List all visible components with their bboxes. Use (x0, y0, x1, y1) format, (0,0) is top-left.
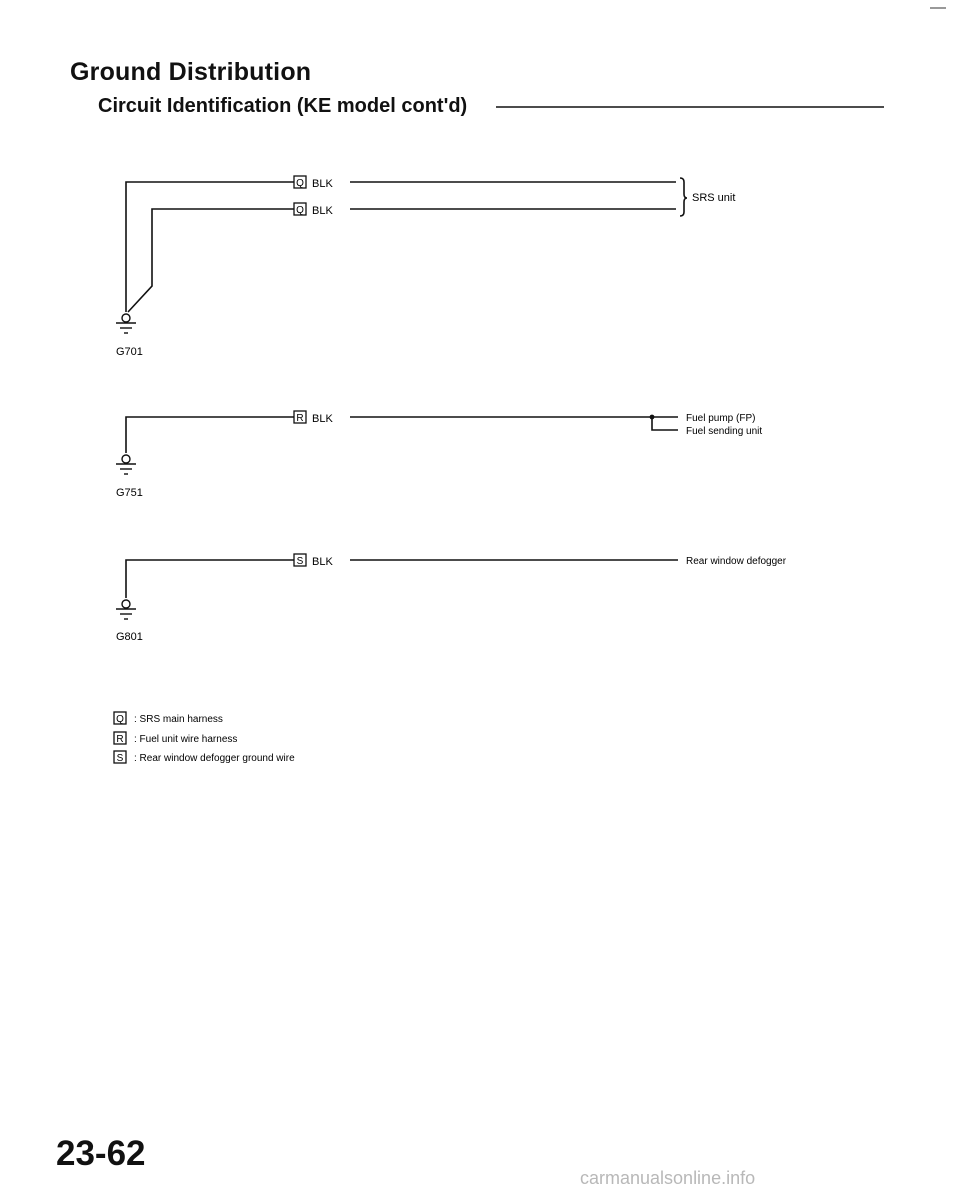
g701-wire-1-color: BLK (312, 178, 333, 190)
g801-connector-label: S (296, 556, 304, 567)
ground-icon (116, 455, 136, 474)
g801-wire-color: BLK (312, 556, 333, 568)
g701-connector-2-label: Q (296, 205, 304, 216)
watermark: carmanualsonline.info (580, 1168, 756, 1188)
ground-icon (116, 600, 136, 619)
legend-symbol: R (116, 734, 124, 745)
legend-text: : Fuel unit wire harness (134, 734, 238, 745)
fuel-sending-unit-label: Fuel sending unit (686, 426, 763, 437)
g751-connector-label: R (296, 413, 304, 424)
fuel-sending-lead (652, 417, 678, 430)
page-subtitle: Circuit Identification (KE model cont'd) (98, 95, 468, 117)
g701-wire-2 (128, 209, 294, 312)
g751-ground-label: G751 (116, 487, 143, 499)
legend-symbol: S (116, 753, 124, 764)
g801-ground-label: G801 (116, 631, 143, 643)
g801-connector (294, 554, 306, 567)
ground-icon (116, 314, 136, 333)
g751-wire (126, 417, 294, 453)
g701-connector-1 (294, 176, 306, 189)
legend-symbol: Q (116, 714, 124, 725)
circuit-g701 (126, 178, 687, 312)
g751-splice-icon (650, 415, 655, 420)
srs-unit-label: SRS unit (692, 192, 736, 204)
page-title: Ground Distribution (70, 58, 312, 86)
legend-item (114, 712, 223, 725)
legend-text: : SRS main harness (134, 714, 223, 725)
g701-ground-label: G701 (116, 346, 143, 358)
rear-window-defogger-label: Rear window defogger (686, 556, 787, 567)
circuit-g801 (126, 560, 678, 598)
g701-connector-2 (294, 203, 306, 216)
fuel-pump-label: Fuel pump (FP) (686, 413, 756, 424)
page-number: 23-62 (56, 1134, 146, 1173)
legend-item (114, 732, 237, 745)
g801-wire (126, 560, 294, 598)
g701-wire-2-color: BLK (312, 205, 333, 217)
g751-wire-color: BLK (312, 413, 333, 425)
legend (114, 712, 295, 764)
g751-connector (294, 411, 306, 424)
g701-connector-1-label: Q (296, 178, 304, 189)
circuit-g751 (126, 417, 678, 453)
srs-brace-icon (680, 178, 687, 216)
legend-text: : Rear window defogger ground wire (134, 753, 295, 764)
legend-item (114, 751, 295, 764)
